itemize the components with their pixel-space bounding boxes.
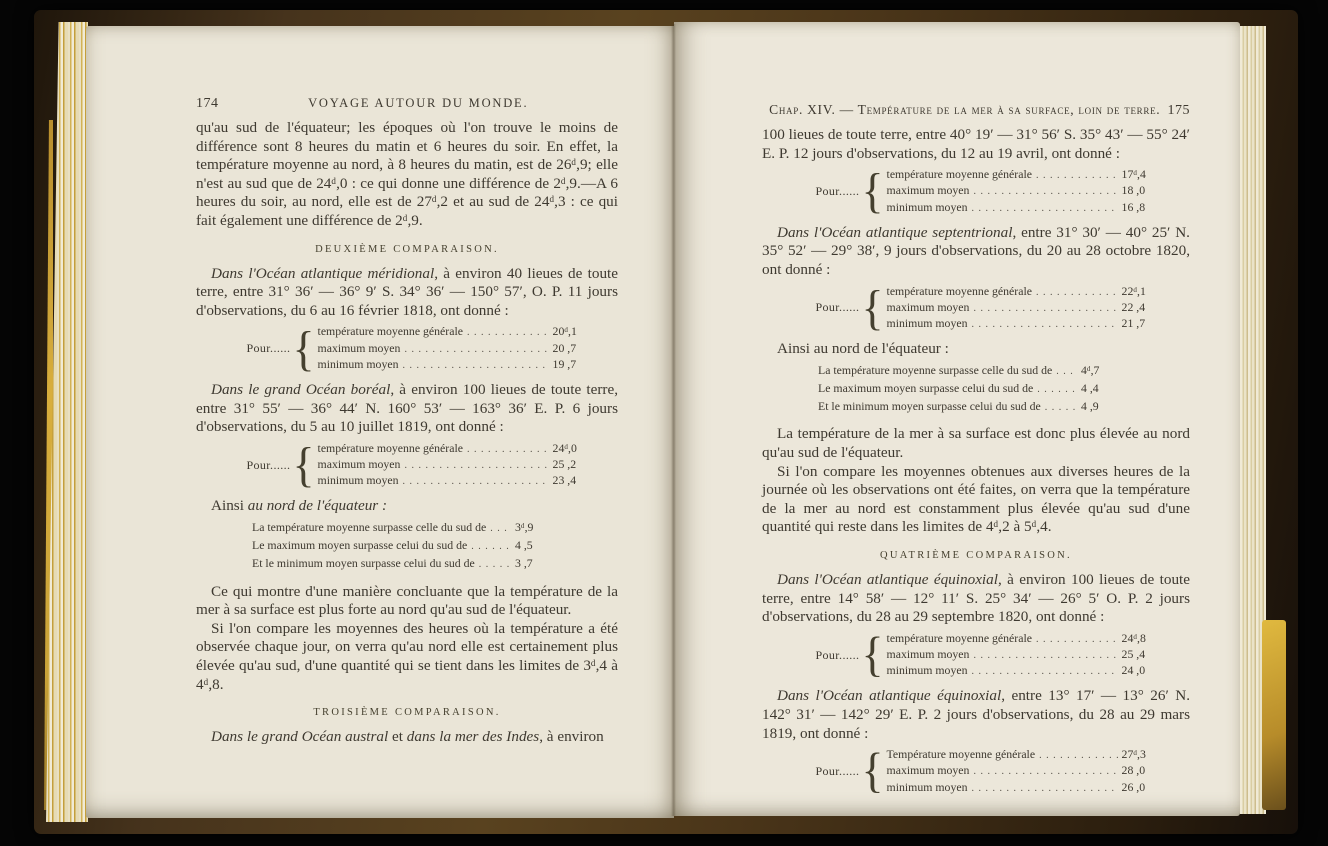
pour-label: Pour......: [246, 457, 291, 472]
dot-leader: [1036, 631, 1118, 647]
measurement-row: [887, 747, 1155, 763]
pour-rows: [887, 167, 1155, 216]
measurement-label: maximum moyen: [317, 456, 401, 471]
measurement-label: maximum moyen: [886, 763, 970, 778]
measurement-label: maximum moyen: [886, 646, 970, 661]
measurement-value: 16 ,8: [1121, 199, 1146, 214]
dot-leader: [404, 341, 548, 357]
dot-leader: [1036, 284, 1118, 300]
measurement-row: [887, 200, 1155, 216]
right-page-content: [762, 126, 1190, 796]
comparison-heading: QUATRIÈME COMPARAISON.: [880, 549, 1072, 561]
pour-rows: [318, 441, 586, 490]
text-segment: , à environ: [539, 728, 604, 746]
pour-measurements-block: [196, 324, 618, 373]
pour-label: Pour......: [815, 183, 860, 198]
running-title-left: VOYAGE AUTOUR DU MONDE.: [308, 96, 529, 110]
dot-leader: [973, 763, 1117, 779]
measurement-row: [887, 316, 1155, 332]
measurement-label: Température moyenne générale: [886, 747, 1036, 762]
measurement-row: [887, 167, 1155, 183]
running-title-right: Chap. XIV. — Température de la mer à sa surface, loin de terre.: [769, 102, 1161, 117]
folio-number-right: 175: [1167, 103, 1190, 118]
text-segment: 100 lieues de toute terre, entre 40° 19′ — 31° 56′ S. 35° 43′ — 55° 24′ E. P. 12 jours d'observations, du 12 au 19 avril, ont donné :: [762, 126, 1190, 162]
left-page-text-block: [196, 96, 618, 747]
measurement-value: 20 ,7: [552, 340, 577, 355]
brace-glyph: [292, 326, 314, 372]
italic-text: Dans l'Océan atlantique septentrional: [777, 223, 1013, 241]
measurement-label: maximum moyen: [317, 340, 401, 355]
paragraph: [196, 265, 618, 321]
measurement-value: 21 ,7: [1121, 315, 1146, 330]
dot-leader: [1045, 398, 1077, 416]
paragraph: [196, 381, 618, 437]
right-page-text-block: [762, 102, 1190, 804]
italic-text: Dans le grand Océan boréal: [211, 380, 391, 398]
measurement-label: maximum moyen: [886, 183, 970, 198]
measurement-row: [887, 183, 1155, 199]
text-segment: Ainsi: [211, 497, 248, 515]
measurement-row: [318, 457, 586, 473]
italic-text: Dans l'Océan atlantique équinoxial: [777, 687, 1002, 705]
paragraph: [196, 119, 618, 231]
comparison-result-list: [818, 362, 1114, 417]
measurement-label: minimum moyen: [317, 356, 399, 371]
measurement-row: [887, 763, 1155, 779]
pour-label: Pour......: [815, 647, 860, 662]
dot-leader: [479, 555, 511, 573]
measurement-label: minimum moyen: [886, 663, 968, 678]
dot-leader: [490, 519, 511, 537]
text-segment: , à environ 100 lieues de toute terre, entre 14° 58′ — 12° 11′ S. 25° 34′ — 26° 5′ O. P. 2 jours d'observations, du 28 au 29 septembre 1820, ont donné :: [762, 570, 1190, 626]
comparison-heading: TROISIÈME COMPARAISON.: [313, 707, 501, 719]
dot-leader: [1036, 167, 1118, 183]
measurement-label: minimum moyen: [886, 199, 968, 214]
measurement-row: [818, 380, 1114, 398]
dot-leader: [971, 663, 1117, 679]
brace-glyph: [292, 442, 314, 488]
measurement-value: 27ᵈ,3: [1121, 747, 1146, 762]
measurement-row: [887, 300, 1155, 316]
measurement-label: Le maximum moyen surpasse celui du sud de: [252, 538, 468, 553]
measurement-row: [252, 519, 548, 537]
measurement-label: minimum moyen: [886, 315, 968, 330]
brace-glyph: [861, 632, 883, 678]
pour-label: Pour......: [815, 300, 860, 315]
paragraph: [762, 126, 1190, 163]
pour-measurements-block: [762, 167, 1190, 216]
measurement-value: 4ᵈ,7: [1081, 362, 1100, 377]
text-segment: Ce qui montre d'une manière concluante que la température de la mer à sa surface est plus forte au nord qu'au sud de l'équateur.: [196, 582, 618, 619]
comparison-heading: DEUXIÈME COMPARAISON.: [315, 243, 499, 255]
dot-leader: [973, 300, 1117, 316]
dot-leader: [404, 457, 548, 473]
measurement-value: 3ᵈ,9: [515, 519, 534, 534]
measurement-label: température moyenne générale: [886, 283, 1032, 298]
measurement-value: 19 ,7: [552, 356, 577, 371]
right-page: [674, 22, 1240, 816]
measurement-row: [818, 398, 1114, 416]
measurement-row: [887, 663, 1155, 679]
measurement-label: maximum moyen: [886, 299, 970, 314]
page-gutter: [671, 24, 676, 816]
measurement-value: 24ᵈ,0: [552, 440, 577, 455]
pour-rows: [887, 284, 1155, 333]
measurement-row: [887, 780, 1155, 796]
dot-leader: [402, 357, 548, 373]
dot-leader: [1037, 380, 1077, 398]
pour-rows: [887, 747, 1155, 796]
left-page-header: [196, 96, 618, 112]
dot-leader: [973, 647, 1117, 663]
measurement-row: [252, 555, 548, 573]
paragraph: [762, 340, 1190, 359]
measurement-value: 22ᵈ,1: [1121, 283, 1146, 298]
pour-measurements-block: [762, 631, 1190, 680]
italic-text: Dans l'Océan atlantique équinoxial: [777, 570, 998, 588]
dot-leader: [971, 780, 1117, 796]
measurement-row: [318, 324, 586, 340]
measurement-value: 26 ,0: [1121, 779, 1146, 794]
measurement-row: [318, 441, 586, 457]
dot-leader: [973, 183, 1117, 199]
pour-measurements-block: [762, 747, 1190, 796]
dot-leader: [402, 473, 548, 489]
measurement-value: 17ᵈ,4: [1121, 167, 1146, 182]
measurement-row: [252, 537, 548, 555]
text-segment: , entre 31° 30′ — 40° 25′ N. 35° 52′ — 29° 38′, 9 jours d'observations, du 20 au 28 octobre 1820, ont donné :: [762, 223, 1190, 278]
italic-text: Dans l'Océan atlantique méridional: [211, 264, 435, 282]
dot-leader: [467, 441, 549, 457]
text-segment: , à environ 40 lieues de toute terre, entre 31° 36′ — 36° 9′ S. 34° 36′ — 150° 57′, O. P. 11 jours d'observations, du 6 au 16 février 1818, ont donné :: [196, 264, 619, 319]
dot-leader: [1039, 747, 1117, 763]
measurement-value: 20ᵈ,1: [552, 324, 577, 339]
dot-leader: [971, 316, 1117, 332]
measurement-label: température moyenne générale: [886, 630, 1032, 645]
paragraph: [196, 620, 618, 694]
measurement-row: [887, 647, 1155, 663]
text-segment: Ainsi au nord de l'équateur :: [777, 340, 949, 358]
gilt-page-edge-right: [1262, 620, 1286, 810]
paragraph: [762, 224, 1190, 280]
pour-measurements-block: [762, 284, 1190, 333]
measurement-value: 25 ,2: [552, 456, 577, 471]
measurement-row: [887, 284, 1155, 300]
left-page: [86, 26, 674, 818]
italic-text: dans la mer des Indes: [406, 728, 540, 746]
measurement-label: Et le minimum moyen surpasse celui du sud de: [252, 556, 475, 571]
paragraph: [196, 497, 618, 516]
brace-glyph: [861, 168, 883, 214]
measurement-label: Et le minimum moyen surpasse celui du sud de: [818, 399, 1041, 414]
measurement-row: [887, 631, 1155, 647]
brace-glyph: [861, 285, 883, 331]
measurement-label: température moyenne générale: [886, 167, 1032, 182]
pour-measurements-block: [196, 441, 618, 490]
measurement-value: 24 ,0: [1121, 663, 1146, 678]
measurement-label: minimum moyen: [886, 779, 968, 794]
dot-leader: [971, 200, 1117, 216]
measurement-value: 3 ,7: [515, 556, 533, 571]
paragraph: [762, 571, 1190, 627]
pour-rows: [887, 631, 1155, 680]
measurement-value: 18 ,0: [1121, 183, 1146, 198]
measurement-label: minimum moyen: [317, 473, 399, 488]
text-segment: Si l'on compare les moyennes des heures où la température a été observée chaque jour, on verra qu'au nord elle est certainement plus élevée qu'au sud, d'une quantité qui se tient dans les limites de 3ᵈ,4 à 4ᵈ,8.: [196, 619, 618, 693]
paragraph: [196, 583, 618, 620]
brace-glyph: [861, 748, 883, 794]
measurement-value: 4 ,4: [1081, 380, 1099, 395]
right-page-header: [762, 102, 1190, 119]
paragraph: [196, 728, 618, 747]
text-segment: La température de la mer à sa surface est donc plus élevée au nord qu'au sud de l'équateur.: [762, 425, 1190, 461]
paragraph: [762, 687, 1190, 743]
italic-text: au nord de l'équateur :: [247, 497, 388, 515]
measurement-value: 28 ,0: [1121, 763, 1146, 778]
measurement-value: 22 ,4: [1121, 299, 1146, 314]
measurement-row: [318, 357, 586, 373]
measurement-row: [818, 362, 1114, 380]
pour-rows: [318, 324, 586, 373]
pour-label: Pour......: [246, 341, 291, 356]
paragraph: [762, 425, 1190, 462]
measurement-value: 4 ,9: [1081, 399, 1099, 414]
dot-leader: [1056, 362, 1077, 380]
text-segment: , entre 13° 17′ — 13° 26′ N. 142° 31′ — 142° 29′ E. P. 2 jours d'observations, du 28 au 29 mars 1819, ont donné :: [762, 687, 1190, 742]
measurement-value: 4 ,5: [515, 538, 533, 553]
dot-leader: [471, 537, 511, 555]
measurement-label: température moyenne générale: [317, 324, 463, 339]
left-page-content: [196, 119, 618, 747]
measurement-label: Le maximum moyen surpasse celui du sud de: [818, 380, 1034, 395]
pour-label: Pour......: [815, 763, 860, 778]
dot-leader: [467, 324, 549, 340]
measurement-row: [318, 341, 586, 357]
text-segment: qu'au sud de l'équateur; les époques où l'on trouve le moins de différence sont 8 heures du matin et 6 heures du soir. En effet, la température moyenne au nord, à 8 heures du matin, est de 26ᵈ,9; elle n'est au sud que de 24ᵈ,0 : ce qui donne une différence de 2ᵈ,9.—A 6 heures du soir, au nord, elle est de 27ᵈ,2 et au sud de 24ᵈ,3 : ce qui fait également une différence de 2ᵈ,9.: [196, 119, 618, 229]
measurement-value: 23 ,4: [552, 473, 577, 488]
paragraph: [762, 463, 1190, 537]
text-segment: Si l'on compare les moyennes obtenues aux diverses heures de la journée où les observations ont été faites, on verra que la température de la mer au nord est constamment plus élevée qu'au sud d'une quantité qui reste dans les limites de 4ᵈ,2 à 5ᵈ,4.: [762, 462, 1190, 536]
text-segment: , à environ 100 lieues de toute terre, entre 31° 55′ — 36° 44′ N. 160° 53′ — 163° 36′ E. P. 6 jours d'observations, du 5 au 10 juillet 1819, ont donné :: [196, 380, 618, 436]
measurement-label: La température moyenne surpasse celle du sud de: [818, 362, 1053, 377]
comparison-result-list: [252, 519, 548, 574]
folio-number-left: 174: [196, 96, 219, 111]
measurement-label: température moyenne générale: [317, 440, 463, 455]
measurement-value: 24ᵈ,8: [1121, 630, 1146, 645]
italic-text: Dans le grand Océan austral: [211, 728, 389, 746]
text-segment: et: [388, 728, 407, 746]
measurement-label: La température moyenne surpasse celle du sud de: [252, 519, 487, 534]
measurement-row: [318, 473, 586, 489]
measurement-value: 25 ,4: [1121, 646, 1146, 661]
